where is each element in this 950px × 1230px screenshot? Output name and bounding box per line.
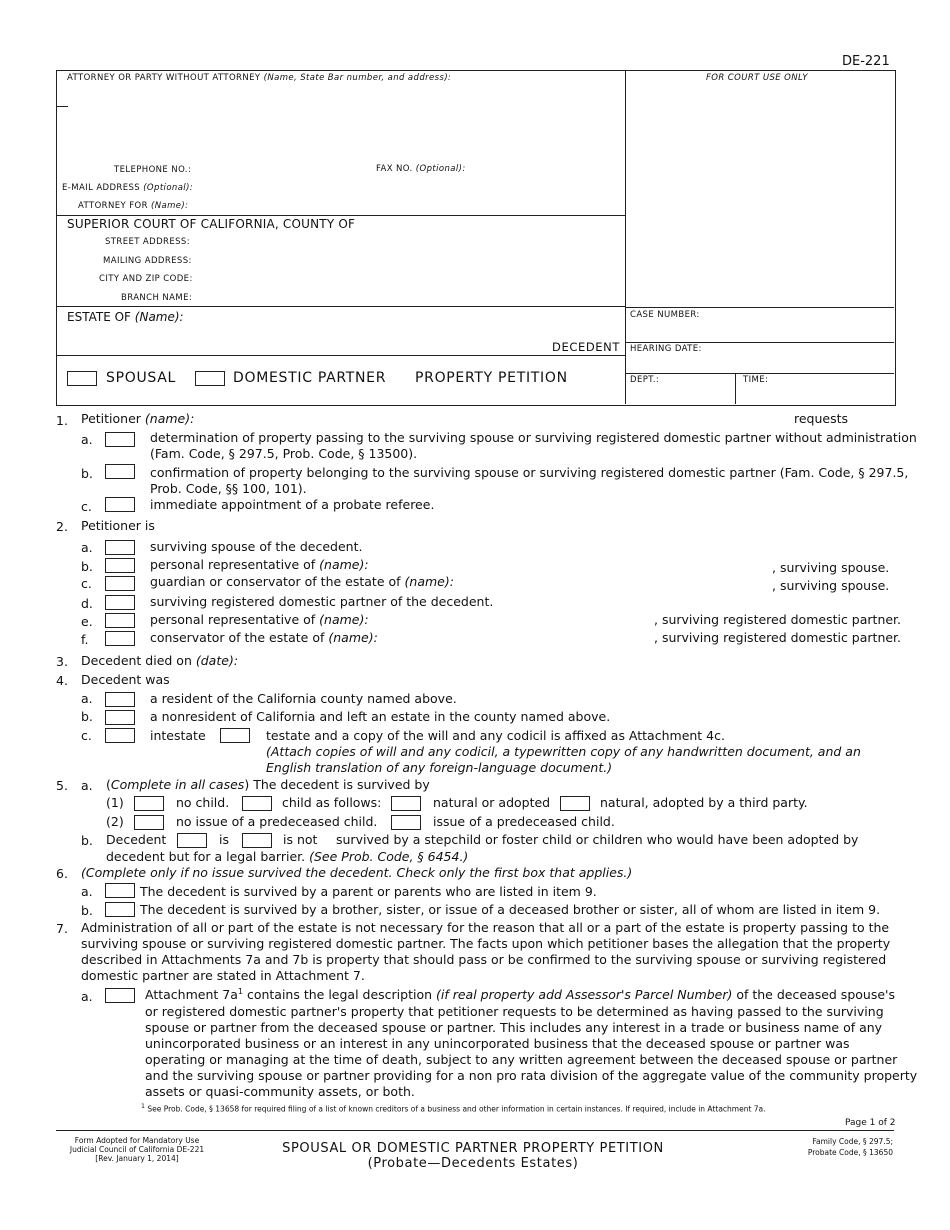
item5a-text: (Complete in all cases) The decedent is survived by xyxy=(106,777,430,792)
item1c-checkbox[interactable] xyxy=(105,497,135,512)
page-number: Page 1 of 2 xyxy=(845,1118,896,1128)
time-label: TIME: xyxy=(743,375,769,385)
fax-label: FAX NO. (Optional): xyxy=(376,164,466,174)
item4b-checkbox[interactable] xyxy=(105,710,135,725)
item4c-intestate-checkbox[interactable] xyxy=(105,728,135,743)
no-issue-checkbox[interactable] xyxy=(134,815,164,830)
item2e-checkbox[interactable] xyxy=(105,613,135,628)
footer-title: SPOUSAL OR DOMESTIC PARTNER PROPERTY PETITION (Probate—Decedents Estates) xyxy=(282,1141,664,1171)
spousal-checkbox[interactable] xyxy=(67,371,97,386)
street-address-label: STREET ADDRESS: xyxy=(105,237,190,247)
item2d-checkbox[interactable] xyxy=(105,595,135,610)
item6-note: (Complete only if no issue survived the decedent. Check only the first box that applies.) xyxy=(81,865,633,880)
email-label: E-MAIL ADDRESS (Optional): xyxy=(62,183,194,193)
branch-name-label: BRANCH NAME: xyxy=(121,293,193,303)
telephone-label: TELEPHONE NO.: xyxy=(114,165,192,175)
item1a-checkbox[interactable] xyxy=(105,432,135,447)
domestic-partner-label: DOMESTIC PARTNER xyxy=(233,370,387,386)
city-zip-label: CITY AND ZIP CODE: xyxy=(99,274,193,284)
court-use-label: FOR COURT USE ONLY xyxy=(706,73,808,83)
item1-requests: requests xyxy=(794,411,849,426)
item6b-checkbox[interactable] xyxy=(105,902,135,917)
domestic-partner-checkbox[interactable] xyxy=(195,371,225,386)
spousal-label: SPOUSAL xyxy=(106,370,177,386)
decedent-is-not-checkbox[interactable] xyxy=(242,833,272,848)
item4-number: 4. xyxy=(56,673,68,688)
item6a-checkbox[interactable] xyxy=(105,883,135,898)
attorney-for-label: ATTORNEY FOR (Name): xyxy=(78,201,189,211)
decedent-label: DECEDENT xyxy=(552,340,620,354)
item2-number: 2. xyxy=(56,519,68,534)
dept-label: DEPT.: xyxy=(630,375,660,385)
hearing-date-label: HEARING DATE: xyxy=(630,344,702,354)
case-number-label: CASE NUMBER: xyxy=(630,310,700,320)
item6-number: 6. xyxy=(56,866,68,881)
issue-checkbox[interactable] xyxy=(391,815,421,830)
form-adopted: Form Adopted for Mandatory Use Judicial Council of California DE-221 [Rev. January 1, 2014] xyxy=(69,1136,205,1163)
item2b-checkbox[interactable] xyxy=(105,558,135,573)
item2a-checkbox[interactable] xyxy=(105,540,135,555)
item7a-checkbox[interactable] xyxy=(105,988,135,1003)
item4c-testate-checkbox[interactable] xyxy=(220,728,250,743)
footnote: $^1$ See Prob. Code, § 13658 for required filing of a list of known creditors of a business and other information in certain instances. If required, include in Attachment 7a. xyxy=(141,1103,766,1114)
item1-number: 1. xyxy=(56,413,68,428)
estate-of-label: ESTATE OF (Name): xyxy=(67,310,184,324)
item3-number: 3. xyxy=(56,654,68,669)
item4a-checkbox[interactable] xyxy=(105,692,135,707)
item2c-checkbox[interactable] xyxy=(105,576,135,591)
form-number: DE-221 xyxy=(842,54,890,69)
item1b-checkbox[interactable] xyxy=(105,464,135,479)
item4-title: Decedent was xyxy=(81,672,170,687)
item2-title: Petitioner is xyxy=(81,518,155,533)
decedent-is-checkbox[interactable] xyxy=(177,833,207,848)
no-child-checkbox[interactable] xyxy=(134,796,164,811)
attorney-label: ATTORNEY OR PARTY WITHOUT ATTORNEY (Name, State Bar number, and address): xyxy=(67,73,452,83)
item1-petitioner: Petitioner (name): xyxy=(81,411,195,426)
item7a-first-line: Attachment $7a^1$ contains the legal description (if real property add Assessor's Parcel Number) of the deceased spouse's xyxy=(145,987,895,1003)
item7-number: 7. xyxy=(56,921,68,936)
footer-codes: Family Code, § 297.5; Probate Code, § 13650 xyxy=(807,1137,893,1157)
item2f-checkbox[interactable] xyxy=(105,631,135,646)
adopted-third-party-checkbox[interactable] xyxy=(560,796,590,811)
mailing-address-label: MAILING ADDRESS: xyxy=(103,256,192,266)
property-petition-label: PROPERTY PETITION xyxy=(415,370,568,386)
child-as-follows-checkbox[interactable] xyxy=(242,796,272,811)
item3-text: Decedent died on (date): xyxy=(81,653,239,668)
natural-adopted-checkbox[interactable] xyxy=(391,796,421,811)
item5-number: 5. xyxy=(56,778,68,793)
court-title: SUPERIOR COURT OF CALIFORNIA, COUNTY OF xyxy=(67,217,356,231)
